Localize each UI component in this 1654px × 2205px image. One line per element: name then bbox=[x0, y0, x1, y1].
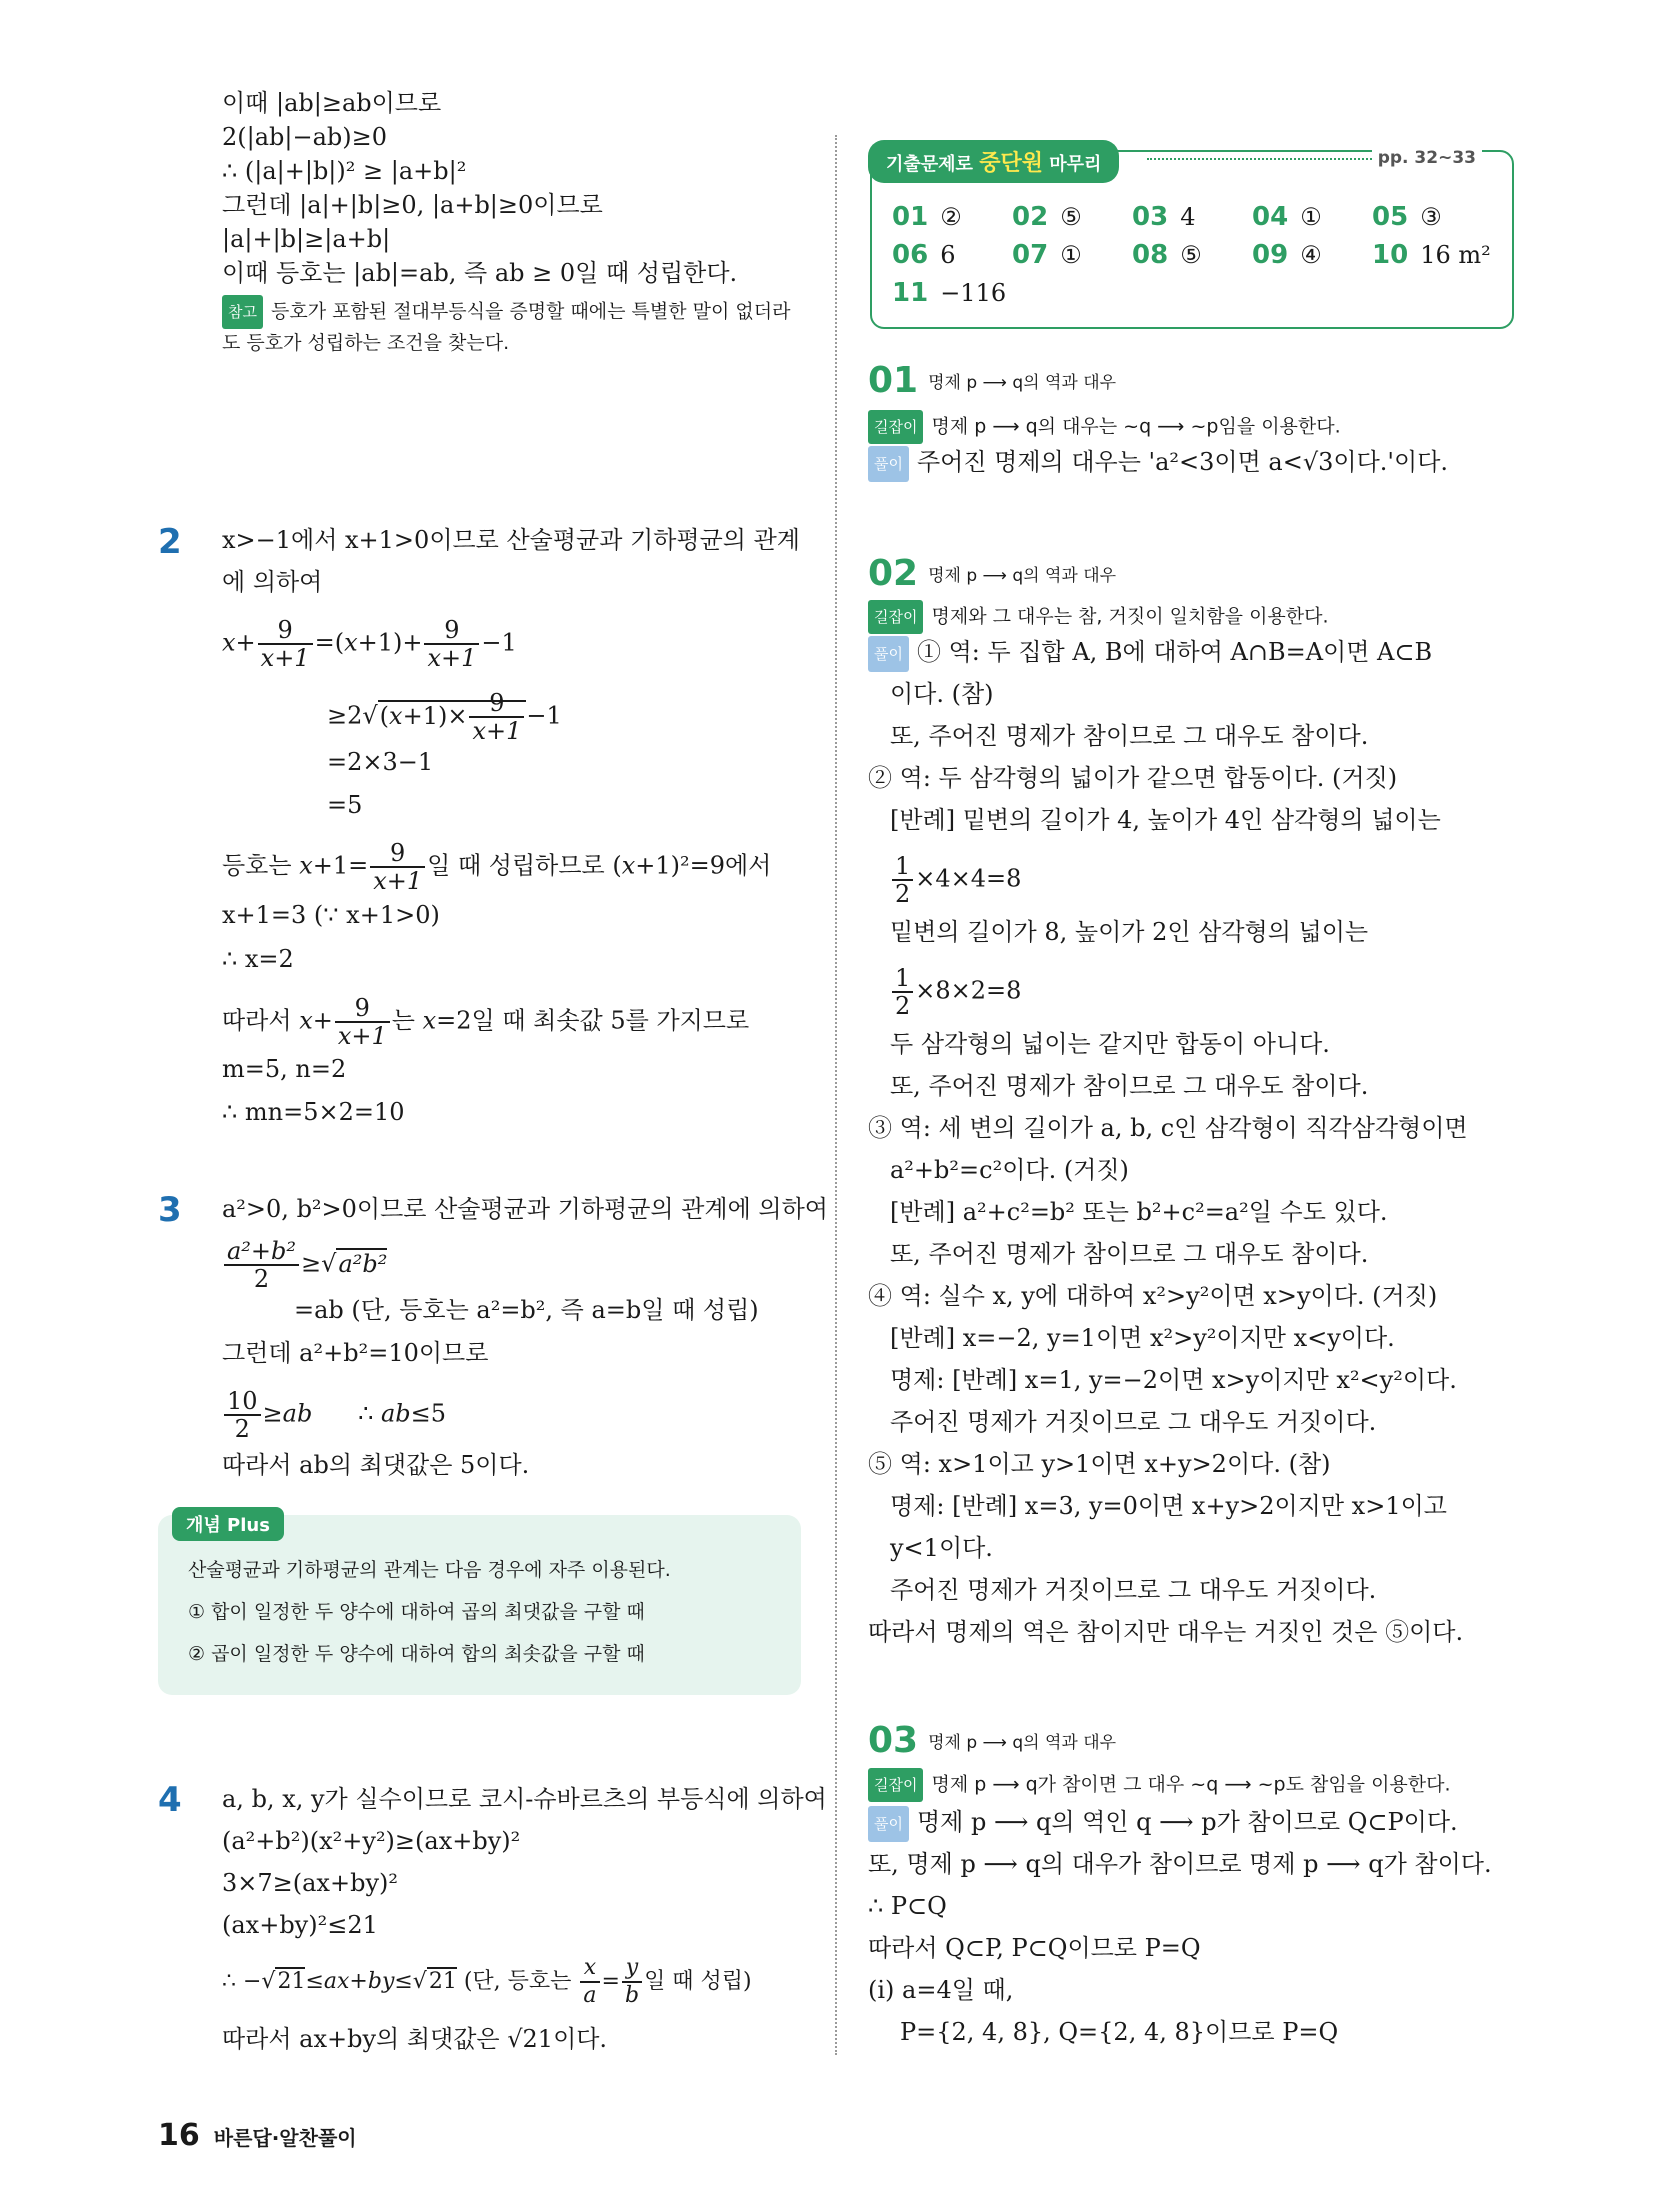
text-line: 그런데 |a|+|b|≥0, |a+b|≥0이므로 bbox=[222, 191, 603, 219]
solution-line: 명제: [반례] x=1, y=−2이면 x>y이지만 x²<y²이다. bbox=[890, 1366, 1457, 1394]
text-line: 에 의하여 bbox=[222, 568, 323, 596]
question-number: 2 bbox=[158, 522, 182, 562]
answer-box-header: 기출문제로 중단원 마무리 bbox=[868, 140, 1119, 183]
solution-line: 또, 주어진 명제가 참이므로 그 대우도 참이다. bbox=[890, 1240, 1369, 1268]
page-footer bbox=[158, 2118, 357, 2153]
text-line: (ax+by)²≤21 bbox=[222, 1911, 378, 1939]
text-line: (a²+b²)(x²+y²)≥(ax+by)² bbox=[222, 1827, 521, 1855]
section-header: 03 명제 p ⟶ q의 역과 대우 bbox=[868, 1720, 1117, 1761]
solution-line: 또, 주어진 명제가 참이므로 그 대우도 참이다. bbox=[890, 722, 1369, 750]
equation: ≥2√(x+1)× $\frac{9}{x+1}$ −1 bbox=[327, 689, 562, 745]
footer-label: 바른답·알찬풀이 bbox=[213, 2126, 357, 2150]
solution-line: [반례] 밑변의 길이가 4, 높이가 4인 삼각형의 넓이는 bbox=[890, 806, 1441, 834]
concept-plus-line: 산술평균과 기하평균의 관계는 다음 경우에 자주 이용된다. bbox=[188, 1559, 671, 1581]
text-line: =2×3−1 bbox=[327, 748, 434, 776]
solution-line: ⑤ 역: x>1이고 y>1이면 x+y>2이다. (참) bbox=[868, 1450, 1331, 1478]
solution-line: 풀이 주어진 명제의 대우는 'a²<3이면 a<√3이다.'이다. bbox=[868, 445, 1448, 482]
reference-tag: 참고 bbox=[222, 295, 263, 329]
text-line: 2(|ab|−ab)≥0 bbox=[222, 123, 387, 151]
dotted-leader bbox=[1147, 158, 1392, 160]
solution-line: 명제: [반례] x=3, y=0이면 x+y>2이지만 x>1이고 bbox=[890, 1492, 1447, 1520]
answer-summary-box bbox=[870, 150, 1514, 329]
answer-item: 09 ④ bbox=[1252, 240, 1322, 270]
equation: ∴ −√21≤ax+by≤√21 (단, 등호는 $\frac{x}{a}$ = $\frac{y}{b}$ 일 때 성립) bbox=[222, 1955, 752, 2008]
question-number: 4 bbox=[158, 1780, 182, 1820]
solution-line: 이다. (참) bbox=[890, 680, 994, 708]
solution-line: 또, 주어진 명제가 참이므로 그 대우도 참이다. bbox=[890, 1072, 1369, 1100]
section-header: 02 명제 p ⟶ q의 역과 대우 bbox=[868, 553, 1117, 594]
solution-line: ③ 역: 세 변의 길이가 a, b, c인 삼각형이 직각삼각형이면 bbox=[868, 1114, 1468, 1142]
concept-plus-box bbox=[158, 1515, 801, 1695]
text-line: m=5, n=2 bbox=[222, 1055, 347, 1083]
reference-line: 도 등호가 성립하는 조건을 찾는다. bbox=[222, 332, 510, 354]
concept-plus-badge: 개념 Plus bbox=[172, 1507, 284, 1541]
answer-item: 07 ① bbox=[1012, 240, 1082, 270]
text-line: =ab (단, 등호는 a²=b², 즉 a=b일 때 성립) bbox=[294, 1296, 759, 1324]
reference-note bbox=[222, 295, 790, 329]
solution-line: 주어진 명제가 거짓이므로 그 대우도 거짓이다. bbox=[890, 1576, 1377, 1604]
solution-line: ④ 역: 실수 x, y에 대하여 x²>y²이면 x>y이다. (거짓) bbox=[868, 1282, 1438, 1310]
text-line: 이때 등호는 |ab|=ab, 즉 ab ≥ 0일 때 성립한다. bbox=[222, 259, 738, 287]
text-line: x+1=3 (∵ x+1>0) bbox=[222, 901, 440, 929]
text-line: |a|+|b|≥|a+b| bbox=[222, 225, 391, 253]
column-divider bbox=[835, 135, 837, 2055]
section-header: 01 명제 p ⟶ q의 역과 대우 bbox=[868, 360, 1117, 401]
equation: $\frac{\text{a²+b²}}{2}$ ≥√a²b² bbox=[222, 1238, 387, 1292]
answer-item: 04 ① bbox=[1252, 202, 1322, 232]
solution-line: 두 삼각형의 넓이는 같지만 합동이 아니다. bbox=[890, 1030, 1330, 1058]
answer-item: 10 16 m² bbox=[1372, 240, 1491, 270]
solution-line: 풀이 ① 역: 두 집합 A, B에 대하여 A∩B=A이면 A⊂B bbox=[868, 635, 1432, 672]
reference-line: 등호가 포함된 절대부등식을 증명할 때에는 특별한 말이 없더라 bbox=[270, 300, 791, 323]
text-line: 따라서 ab의 최댓값은 5이다. bbox=[222, 1451, 530, 1479]
text-line: 따라서 ax+by의 최댓값은 √21이다. bbox=[222, 2025, 608, 2053]
solution-line: P={2, 4, 8}, Q={2, 4, 8}이므로 P=Q bbox=[900, 2018, 1339, 2046]
page-number: 16 bbox=[158, 2118, 200, 2153]
solution-line: y<1이다. bbox=[890, 1534, 993, 1562]
answer-item: 05 ③ bbox=[1372, 202, 1442, 232]
solution-line: 따라서 Q⊂P, P⊂Q이므로 P=Q bbox=[868, 1934, 1201, 1962]
equation: 등호는 x+1= $\frac{9}{x+1}$ 일 때 성립하므로 (x+1)²=9에서 bbox=[222, 839, 772, 895]
text-line: a, b, x, y가 실수이므로 코시-슈바르츠의 부등식에 의하여 bbox=[222, 1785, 827, 1813]
solution-line: ∴ P⊂Q bbox=[868, 1892, 947, 1920]
concept-plus-line: ① 합이 일정한 두 양수에 대하여 곱의 최댓값을 구할 때 bbox=[188, 1601, 645, 1623]
text-line: ∴ mn=5×2=10 bbox=[222, 1098, 405, 1126]
text-line: x>−1에서 x+1>0이므로 산술평균과 기하평균의 관계 bbox=[222, 526, 800, 554]
solution-line: (i) a=4일 때, bbox=[868, 1976, 1014, 2004]
question-number: 3 bbox=[158, 1190, 182, 1230]
solution-line: 또, 명제 p ⟶ q의 대우가 참이므로 명제 p ⟶ q가 참이다. bbox=[868, 1850, 1492, 1878]
text-line: ∴ (|a|+|b|)² ≥ |a+b|² bbox=[222, 157, 467, 185]
hint-line: 길잡이 명제와 그 대우는 참, 거짓이 일치함을 이용한다. bbox=[868, 600, 1329, 634]
solution-line: 밑변의 길이가 8, 높이가 2인 삼각형의 넓이는 bbox=[890, 918, 1369, 946]
equation: x+ $\frac{9}{x+1}$ =(x+1)+ $\frac{9}{x+1}$ −1 bbox=[222, 616, 517, 672]
equation: $\frac{10}{2}$ ≥ab ∴ ab≤5 bbox=[222, 1388, 446, 1442]
solution-line: 주어진 명제가 거짓이므로 그 대우도 거짓이다. bbox=[890, 1408, 1377, 1436]
answer-item: 02 ⑤ bbox=[1012, 202, 1082, 232]
text-line: 3×7≥(ax+by)² bbox=[222, 1869, 398, 1897]
text-line: ∴ x=2 bbox=[222, 945, 294, 973]
solution-line: [반례] a²+c²=b² 또는 b²+c²=a²일 수도 있다. bbox=[890, 1198, 1388, 1226]
text-line: 이때 |ab|≥ab이므로 bbox=[222, 89, 442, 117]
hint-line: 길잡이 명제 p ⟶ q의 대우는 ~q ⟶ ~p임을 이용한다. bbox=[868, 410, 1341, 444]
text-line: a²>0, b²>0이므로 산술평균과 기하평균의 관계에 의하여 bbox=[222, 1195, 828, 1223]
answer-item: 08 ⑤ bbox=[1132, 240, 1202, 270]
solution-line: ② 역: 두 삼각형의 넓이가 같으면 합동이다. (거짓) bbox=[868, 764, 1398, 792]
hint-line: 길잡이 명제 p ⟶ q가 참이면 그 대우 ~q ⟶ ~p도 참임을 이용한다. bbox=[868, 1768, 1451, 1802]
text-line: 그런데 a²+b²=10이므로 bbox=[222, 1339, 489, 1367]
solution-line: 풀이 명제 p ⟶ q의 역인 q ⟶ p가 참이므로 Q⊂P이다. bbox=[868, 1805, 1458, 1842]
solution-line: 따라서 명제의 역은 참이지만 대우는 거짓인 것은 ⑤이다. bbox=[868, 1618, 1464, 1646]
page-range: pp. 32~33 bbox=[1372, 148, 1482, 168]
concept-plus-line: ② 곱이 일정한 두 양수에 대하여 합의 최솟값을 구할 때 bbox=[188, 1643, 645, 1665]
answer-item: 01 ② bbox=[892, 202, 962, 232]
text-line: =5 bbox=[327, 791, 363, 819]
answer-item: 03 4 bbox=[1132, 202, 1196, 232]
equation: $\frac{1}{2}$ ×4×4=8 bbox=[890, 853, 1021, 907]
answer-item: 11 −116 bbox=[892, 278, 1007, 308]
solution-line: [반례] x=−2, y=1이면 x²>y²이지만 x<y이다. bbox=[890, 1324, 1395, 1352]
equation: 따라서 x+ $\frac{9}{x+1}$ 는 x=2일 때 최솟값 5를 가지므로 bbox=[222, 994, 750, 1050]
equation: $\frac{1}{2}$ ×8×2=8 bbox=[890, 965, 1021, 1019]
solution-line: a²+b²=c²이다. (거짓) bbox=[890, 1156, 1129, 1184]
answer-item: 06 6 bbox=[892, 240, 956, 270]
